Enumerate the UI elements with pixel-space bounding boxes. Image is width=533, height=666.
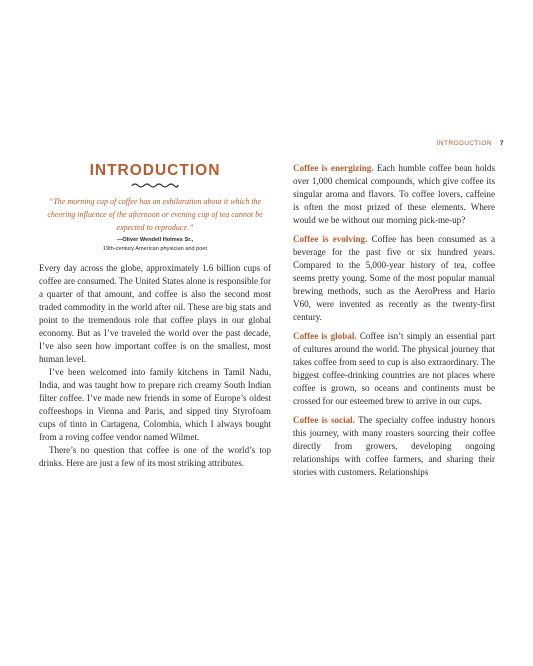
epigraph-author: —Oliver Wendell Holmes Sr., [116, 237, 194, 243]
page-number: 7 [499, 139, 504, 147]
epigraph [39, 195, 271, 254]
attribute-lead: Coffee is global. [293, 331, 357, 341]
running-head [426, 137, 504, 149]
attribute-paragraph [293, 233, 495, 324]
attribute-lead: Coffee is energizing. [293, 163, 374, 173]
epigraph-attribution [39, 236, 271, 254]
attribute-paragraph [293, 414, 495, 479]
epigraph-quote: “The morning cup of coffee has an exhilaration about it which the cheering influence of the afternoon or evening cup of tea cannot be expected to reproduce.” [47, 197, 263, 232]
body-paragraph: Every day across the globe, approximately 1.6 billion cups of coffee are consumed. The United States alone is responsible for a quarter of that amount, and coffee is also the second most traded commodity in the world after oil. These are big stats and point to the tremendous role that coffee plays in our global economy. But as I’ve traveled the world over the past decade, I’ve also seen how important coffee is on the smallest, most human level. [39, 263, 271, 364]
attribute-lead: Coffee is evolving. [293, 234, 368, 244]
attribute-paragraph [293, 330, 495, 408]
left-column [39, 160, 271, 470]
attribute-lead: Coffee is social. [293, 415, 355, 425]
right-column [293, 162, 495, 485]
left-body [39, 262, 271, 470]
running-head-title: INTRODUCTION [436, 139, 492, 147]
chapter-title: INTRODUCTION [89, 162, 221, 179]
attribute-text: The specialty coffee industry honors this journey, with many roasters sourcing their coffee directly from growers, developing ongoing relationships with coffee farmers, and sharing their stories with customers. Relationships [293, 415, 496, 477]
body-paragraph: There’s no question that coffee is one of the world’s top drinks. Here are just a few of its most striking attributes. [39, 445, 271, 468]
attribute-text: Coffee isn’t simply an essential part of cultures around the world. The physical journey that takes coffee from seed to cup is also extraordinary. The biggest coffee-drinking countries are not places where coffee is grown, so oceans and continents must be crossed for our esteemed brew to arrive in our cups. [293, 331, 495, 406]
attribute-text: Each humble coffee bean holds over 1,000 chemical compounds, which give coffee its singular aroma and flavors. To coffee lovers, caffeine is often the most prized of these elements. Where would we be without our morning pick-me-up? [293, 163, 495, 225]
attribute-paragraph [293, 162, 495, 227]
attribute-text: Coffee has been consumed as a beverage for the past five or six hundred years. Compared to the 5,000-year history of tea, coffee seems pretty young. Some of the most popular manual brewing methods, such as the AeroPress and Hario V60, were invented as recently as the twenty-first century. [293, 234, 496, 322]
squiggle-ornament-icon [131, 182, 179, 189]
body-paragraph: I’ve been welcomed into family kitchens in Tamil Nadu, India, and was taught how to prepare rich creamy South Indian filter coffee. I’ve made new friends in some of Europe’s oldest coffeeshops in Vienna and Paris, and sipped tiny Styrofoam cups of tinto in Cartagena, Colombia, which I always bought from a roving coffee vendor named Wilmet. [39, 367, 271, 442]
epigraph-author-description: 19th-century American physician and poet [102, 246, 208, 252]
